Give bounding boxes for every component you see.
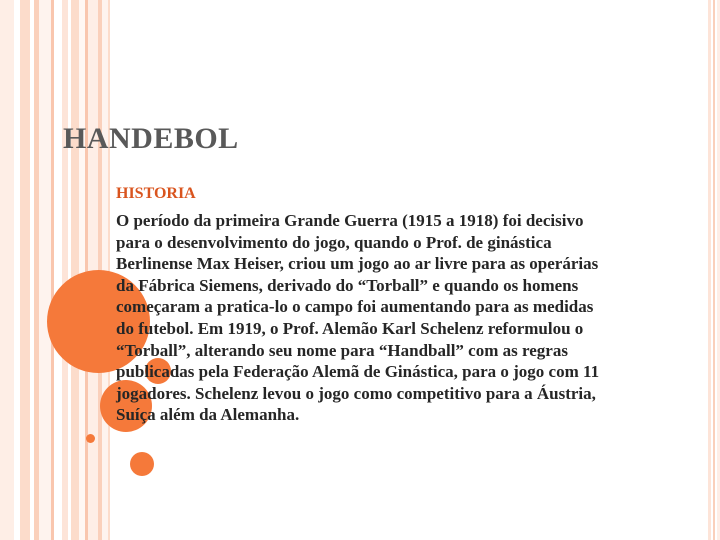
right-edge-stripes xyxy=(706,0,720,540)
slide-title: HANDEBOL xyxy=(63,122,239,155)
stripe xyxy=(39,0,51,540)
bullet-icon xyxy=(86,434,95,443)
body-paragraph: O período da primeira Grande Guerra (1915 a 1918) foi decisivo para o desenvolvimento do jogo, quando o Prof. de ginástica Berlinense Max Heiser, criou um jogo ao ar livre para as operárias da Fábrica Siemens, derivado do “Torball” e quando os homens começaram a pratica-lo o campo foi aumentando para as medidas do futebol. Em 1919, o Prof. Alemão Karl Schelenz reformulou o “Torball”, alterando seu nome para “Handball” com as regras publicadas pela Federação Alemã de Ginástica, para o jogo com 11 jogadores. Schelenz levou o jogo como competitivo para a Áustria, Suíça além da Alemanha. xyxy=(116,211,600,425)
stripe xyxy=(713,0,715,540)
stripe xyxy=(0,0,14,540)
stripe xyxy=(71,0,79,540)
tiny-circle xyxy=(130,452,154,476)
stripe xyxy=(54,0,62,540)
stripe xyxy=(20,0,30,540)
section-heading: HISTORIA xyxy=(116,185,196,202)
stripe xyxy=(708,0,711,540)
